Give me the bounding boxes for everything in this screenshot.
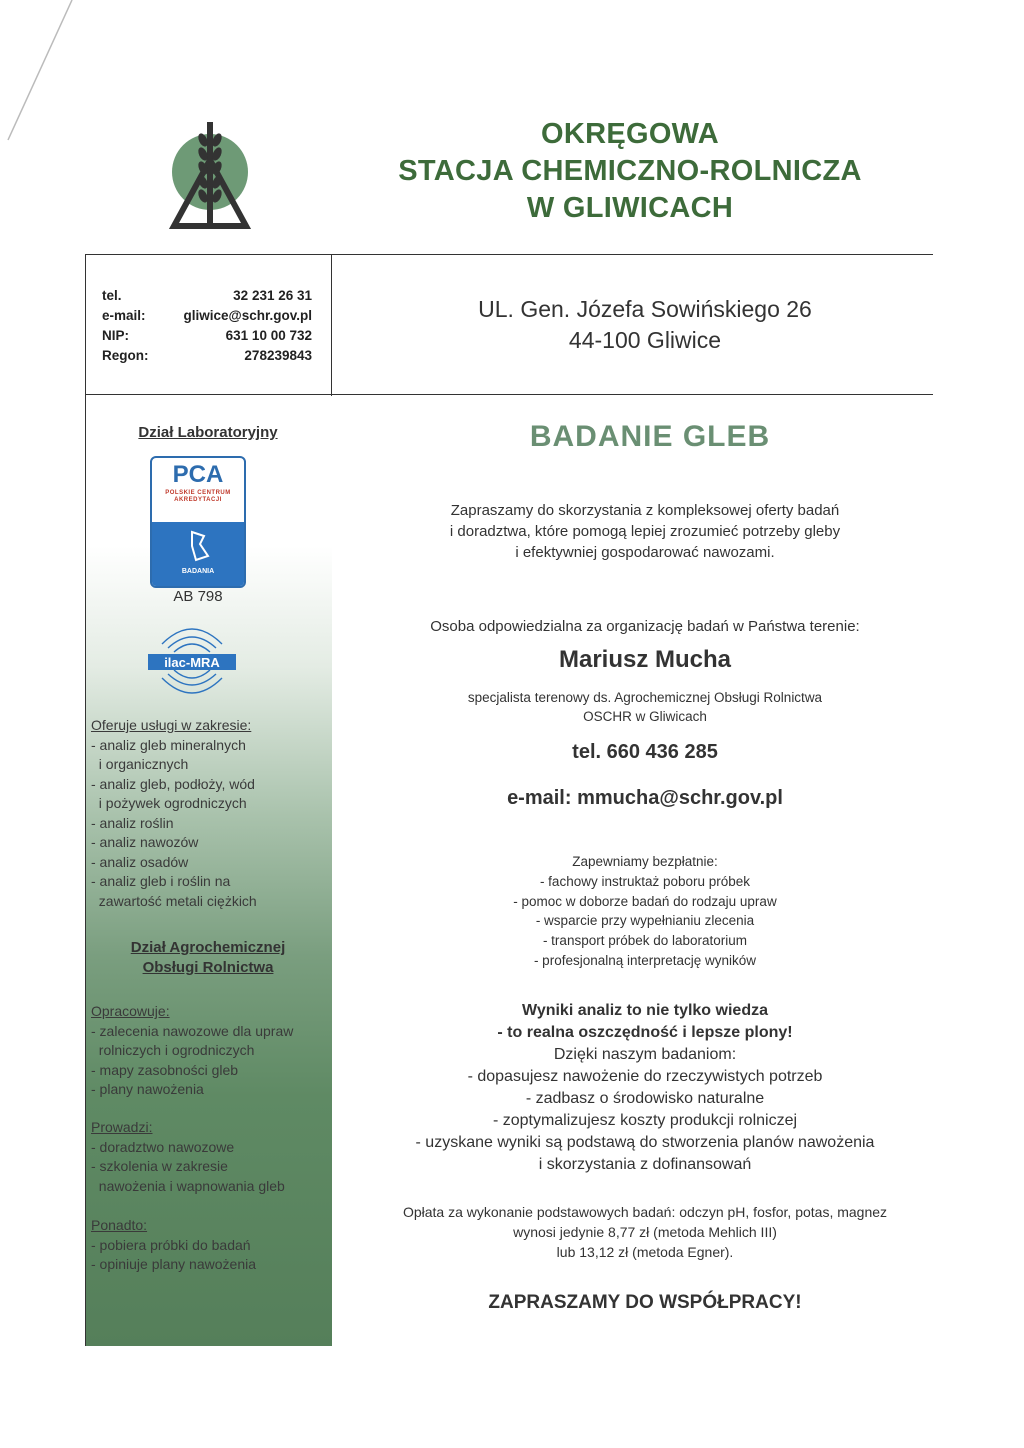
tel-label: tel. [102,288,122,303]
results-bold-1: Wyniki analiz to nie tylko wiedza [522,1002,768,1019]
nip-value: 631 10 00 732 [225,328,312,343]
title-line-1: OKRĘGOWA [540,118,719,150]
offer-item: - analiz osadów [91,853,189,870]
contact-block [102,286,312,366]
fee-line: lub 13,12 zł (metoda Egner). [556,1244,734,1260]
person-role-line: OSCHR w Gliwicach [583,709,707,724]
offer-item: - analiz gleb mineralnych [91,736,246,753]
person-name: Mariusz Mucha [558,646,732,673]
ilac-text: ilac-MRA [164,655,220,670]
lab-heading: Dział Laboratoryjny [138,424,278,441]
results-line: - dopasujesz nawożenie do rzeczywistych potrzeb [467,1068,823,1085]
fee-line: wynosi jedynie 8,77 zł (metoda Mehlich III) [513,1224,777,1240]
offer-item: - analiz gleb i roślin na [91,873,231,889]
develops-heading: Opracowuje: [91,1003,170,1019]
title-line-2: STACJA CHEMICZNO-ROLNICZA [398,155,862,187]
intro-line: Zapraszamy do skorzystania z kompleksowej oferty badań [450,502,840,519]
fee-section [345,1202,945,1262]
frame-left-line [85,254,86,396]
title-line-3: W GLIWICACH [526,192,734,224]
offer-item: i pożywek ogrodniczych [91,795,247,811]
intro-line: i doradztwa, które pomogą lepiej zrozumieć potrzeby gleby [449,523,841,540]
tel-value: 32 231 26 31 [233,288,312,303]
pca-badge [150,456,246,588]
person-phone[interactable]: tel. 660 436 285 [572,741,718,763]
conducts-item: nawożenia i wapnowania gleb [91,1177,285,1194]
nip-label: NIP: [102,328,129,343]
results-line: - uzyskane wyniki są podstawą do stworzenia planów nawożenia [415,1134,875,1151]
offer-item: - analiz nawozów [91,834,199,850]
agro-heading [85,938,331,978]
main-title: BADANIE GLEB [529,420,771,453]
institution-title [360,116,900,227]
address-block [345,294,945,356]
develops-item: - plany nawożenia [91,1081,204,1097]
free-item: - pomoc w doborze badań do rodzaju upraw [513,893,777,909]
conducts-item: - doradztwo nawozowe [91,1138,235,1155]
regon-value: 278239843 [244,348,312,363]
offer-item: - analiz gleb, podłoży, wód [91,775,255,792]
results-bold-2: - to realna oszczędność i lepsze plony! [497,1024,793,1041]
results-section [345,1000,945,1176]
pca-badania: BADANIA [181,568,215,575]
agro-heading-2: Obsługi Rolnictwa [142,959,274,976]
address-divider [85,394,933,395]
pca-logo-text: PCA [172,461,224,488]
develops-item: rolniczych i ogrodniczych [91,1042,255,1058]
person-role [360,688,930,726]
address-city: 44-100 Gliwice [568,327,722,353]
free-services [360,852,930,971]
develops-item: - zalecenia nawozowe dla upraw [91,1022,294,1039]
email-value[interactable]: gliwice@schr.gov.pl [183,308,312,323]
also-item: - pobiera próbki do badań [91,1236,251,1253]
person-email[interactable]: e-mail: mmucha@schr.gov.pl [507,787,783,809]
results-line: Dzięki naszym badaniom: [553,1046,737,1063]
regon-label: Regon: [102,348,149,363]
closing-text: ZAPRASZAMY DO WSPÓŁPRACY! [488,1292,802,1313]
results-line: - zadbasz o środowisko naturalne [525,1090,765,1107]
free-heading: Zapewniamy bezpłatnie: [572,854,718,869]
develops-item: - mapy zasobności gleb [91,1061,239,1078]
flask-icon [178,526,218,566]
develops-section [91,1002,293,1100]
also-item: - opiniuje plany nawożenia [91,1256,256,1272]
intro-line: i efektywniej gospodarować nawozami. [515,544,775,561]
offer-item: i organicznych [91,756,189,772]
email-label: e-mail: [102,308,146,323]
responsible-label: Osoba odpowiedzialna za organizację badań w Państwa terenie: [430,618,860,635]
also-section [91,1216,256,1275]
offer-item: zawartość metali ciężkich [91,892,257,909]
free-item: - transport próbek do laboratorium [542,933,748,949]
intro-text [360,500,930,563]
pca-sub-2: AKREDYTACJI [174,497,222,503]
offer-heading: Oferuje usługi w zakresie: [91,717,252,733]
person-role-line: specjalista terenowy ds. Agrochemicznej Obsługi Rolnictwa [467,690,823,705]
fee-line: Opłata za wykonanie podstawowych badań: odczyn pH, fosfor, potas, magnez [402,1204,888,1220]
station-logo-icon [160,120,260,232]
free-item: - wsparcie przy wypełnianiu zlecenia [535,913,755,929]
agro-heading-1: Dział Agrochemicznej [130,939,286,956]
header-divider [85,254,933,255]
scan-artifact-line [0,0,80,150]
conducts-heading: Prowadzi: [91,1119,153,1135]
address-street: UL. Gen. Józefa Sowińskiego 26 [478,296,812,322]
accreditation-number: AB 798 [173,588,223,605]
free-item: - fachowy instruktaż poboru próbek [539,873,751,889]
conducts-item: - szkolenia w zakresie [91,1158,228,1174]
conducts-section [91,1118,285,1196]
pca-sub-1: POLSKIE CENTRUM [165,490,231,496]
also-heading: Ponadto: [91,1217,148,1233]
results-line: - zoptymalizujesz koszty produkcji rolniczej [492,1112,798,1129]
results-line: i skorzystania z dofinansowań [538,1156,752,1173]
offer-section [91,716,257,911]
free-item: - profesjonalną interpretację wyników [533,952,757,968]
ilac-mra-logo-icon [142,614,242,708]
offer-item: - analiz roślin [91,814,174,831]
